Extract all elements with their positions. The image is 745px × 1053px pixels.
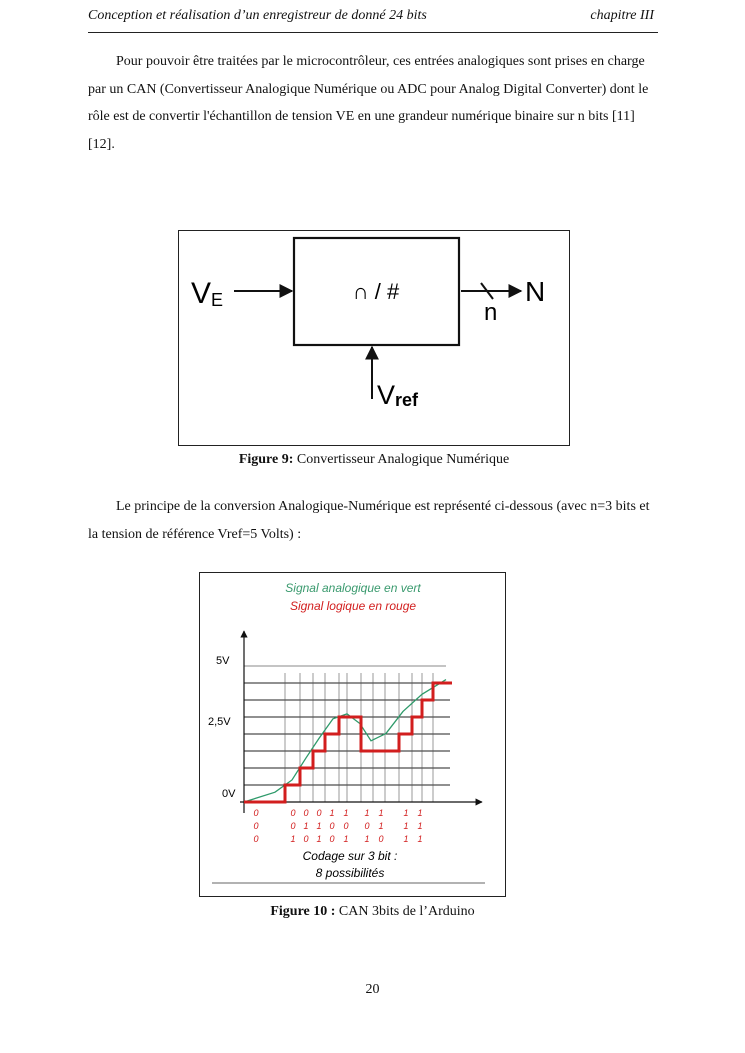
code-digit: 1 [417, 821, 423, 831]
code-digit: 1 [364, 808, 370, 818]
figure-10-caption: Figure 10 : CAN 3bits de l’Arduino [270, 904, 475, 919]
output-label: N [525, 276, 546, 307]
y-label-0v: 0V [222, 788, 236, 800]
figure-9-adc-diagram [178, 230, 570, 446]
code-digit: 0 [364, 821, 370, 831]
paragraph-principle: Le principe de la conversion Analogique-Numérique est représenté ci-dessous (avec n=3 bits et la tension de référence Vref=5 Volts) : [88, 499, 650, 542]
y-label-5v: 5V [216, 655, 230, 667]
code-digit: 1 [403, 808, 409, 818]
code-digit: 1 [378, 821, 384, 831]
code-digit: 0 [329, 834, 335, 844]
code-digit: 0 [290, 821, 296, 831]
coding-line-2: 8 possibilités [315, 866, 385, 880]
code-digit: 0 [378, 834, 384, 844]
chart-grid [244, 666, 450, 802]
code-digit: 1 [316, 821, 322, 831]
analog-signal-line [244, 680, 446, 802]
legend-digital: Signal logique en rouge [289, 599, 417, 613]
code-digit: 0 [253, 834, 259, 844]
code-digit: 1 [343, 834, 349, 844]
code-digit: 1 [364, 834, 370, 844]
code-digit: 1 [417, 834, 423, 844]
code-digit: 1 [343, 808, 349, 818]
code-digit: 1 [329, 808, 335, 818]
code-digit: 1 [403, 834, 409, 844]
bits-label: n [484, 299, 498, 326]
code-digit: 0 [290, 808, 296, 818]
digital-signal-line [244, 683, 452, 802]
code-digit: 0 [303, 834, 309, 844]
code-digit: 0 [329, 821, 335, 831]
page-number: 20 [365, 982, 380, 997]
code-digit: 0 [253, 821, 259, 831]
reference-label: Vref [377, 380, 419, 410]
paragraph-intro: Pour pouvoir être traitées par le microcontrôleur, ces entrées analogiques sont prises en charge par un CAN (Convertisseur Analogique Numérique ou ADC pour Analog Digital Converter) dont le rôle est de convertir l'échantillon de tension VE en une grandeur numérique binaire sur n bits [11] [12]. [88, 54, 649, 152]
figure-9-caption: Figure 9: Convertisseur Analogique Numérique [238, 452, 510, 467]
code-digit: 0 [316, 808, 322, 818]
block-symbol: ∩ / # [352, 279, 400, 304]
code-digit: 1 [303, 821, 309, 831]
header-chapter: chapitre III [590, 8, 654, 23]
page-header [88, 6, 658, 33]
code-digit: 1 [417, 808, 423, 818]
figure-10-can-chart [199, 572, 506, 897]
y-label-2-5v: 2,5V [208, 716, 231, 728]
code-digit: 0 [303, 808, 309, 818]
code-digit: 1 [403, 821, 409, 831]
code-digit: 1 [316, 834, 322, 844]
code-digit: 1 [290, 834, 296, 844]
code-digit: 0 [343, 821, 349, 831]
code-digit: 0 [253, 808, 259, 818]
coding-line-1: Codage sur 3 bit : [302, 849, 398, 863]
code-digit: 1 [378, 808, 384, 818]
legend-analog: Signal analogique en vert [285, 581, 421, 595]
header-title: Conception et réalisation d’un enregistreur de donné 24 bits [88, 8, 427, 23]
input-label: VE [191, 277, 224, 310]
binary-codes [253, 808, 422, 844]
can-3bit-chart [200, 573, 505, 896]
adc-block-diagram [179, 231, 569, 445]
